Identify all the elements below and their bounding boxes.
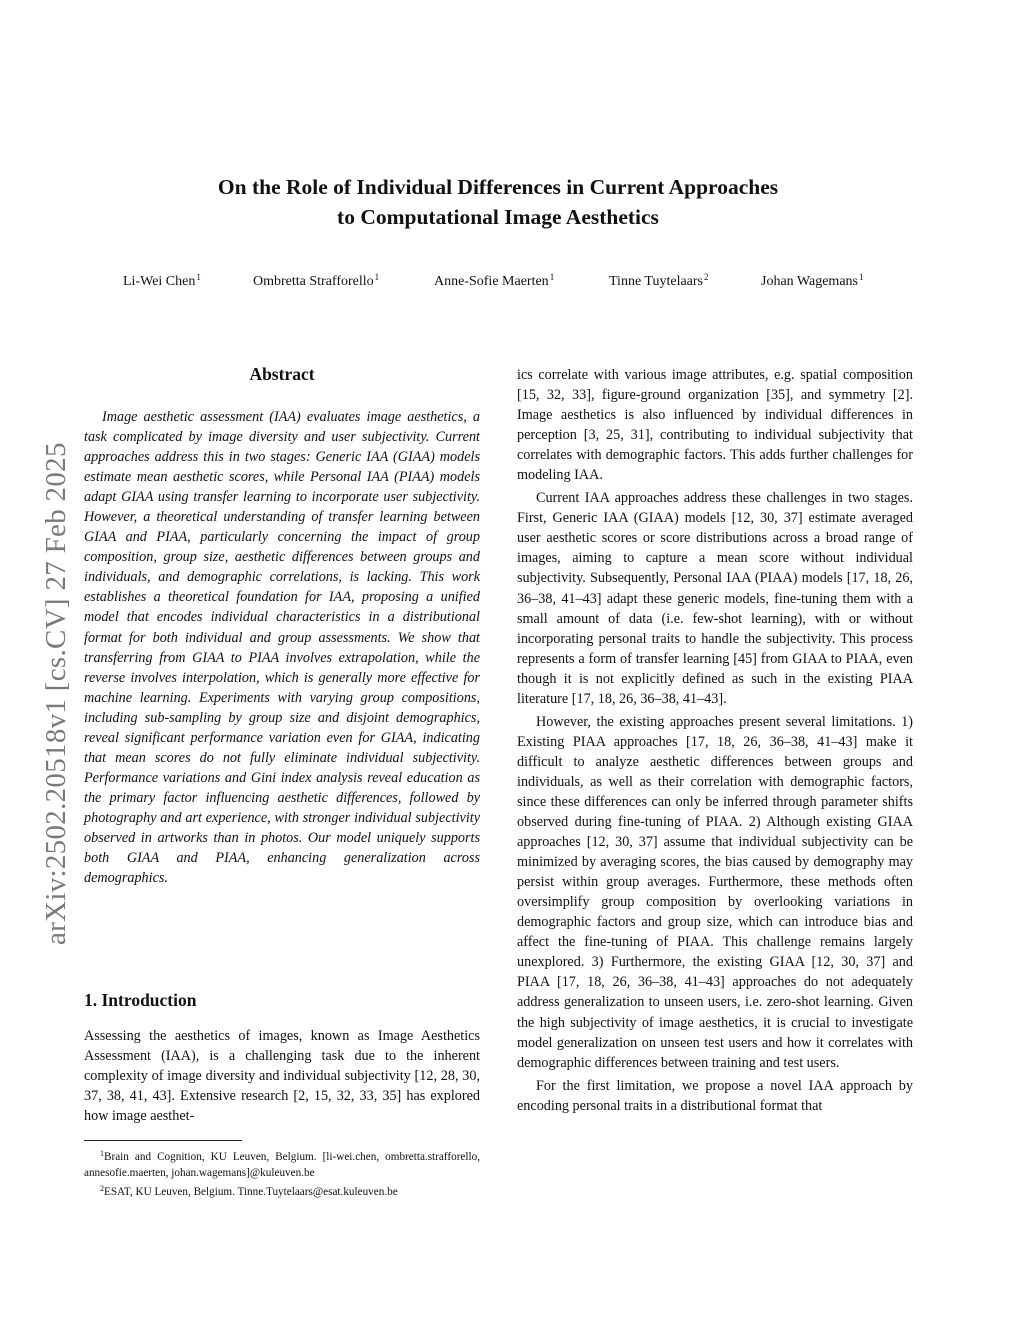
title-line-2: to Computational Image Aesthetics (337, 205, 659, 229)
paragraph-attributes: ics correlate with various image attributes, e.g. spatial composition [15, 32, 33], figure-ground organization [35], and symmetry [2]. Image aesthetics is also influenced by individual differences in perception [3, 25, 31], contributing to individual subjectivity that correlates with demographic factors. This adds further challenges for modeling IAA. (517, 367, 913, 484)
abstract-heading: Abstract (249, 364, 315, 384)
paper-title (120, 172, 876, 232)
footnote-1: $^1$Brain and Cognition, KU Leuven, Belgium. [li-wei.chen, ombretta.strafforello, annesofie.maerten, johan.wagemans]@kuleuven.be (84, 1149, 480, 1179)
footnotes (84, 1146, 480, 1200)
arxiv-identifier: arXiv:2502.20518v1 [cs.CV] 27 Feb 2025 (40, 442, 72, 945)
author-wagemans: Johan Wagemans$^1$ (761, 272, 864, 289)
footnote-rule (84, 1140, 242, 1141)
paragraph-current-approaches: Current IAA approaches address these challenges in two stages. First, Generic IAA (GIAA) models [12, 30, 37] estimate averaged user aesthetic scores or score distributions across a broad range of images, aiming to capture a mean score without individual subjectivity. Subsequently, Personal IAA (PIAA) models [17, 18, 26, 36–38, 41–43] adapt these generic models, fine-tuning them with a small amount of data (i.e. few-shot learning), with or without incorporating personal traits to handle the subjectivity. This process represents a form of transfer learning [45] from GIAA to PIAA, even though it is not explicitly defined as such in the existing PIAA literature [17, 18, 26, 36–38, 41–43]. (517, 490, 913, 707)
introduction-heading: 1. Introduction (84, 990, 197, 1010)
author-maerten: Anne-Sofie Maerten$^1$ (434, 272, 555, 289)
introduction-paragraph: Assessing the aesthetics of images, known as Image Aesthetics Assessment (IAA), is a challenging task due to the inherent complexity of image diversity and individual subjectivity [12, 28, 30, 37, 38, 41, 43]. Extensive research [2, 15, 32, 33, 35] has explored how image aesthet- (84, 1028, 480, 1125)
footnote-2: $^2$ESAT, KU Leuven, Belgium. Tinne.Tuytelaars@esat.kuleuven.be (100, 1184, 398, 1198)
abstract-text: Image aesthetic assessment (IAA) evaluates image aesthetics, a task complicated by image diversity and user subjectivity. Current approaches address this in two stages: Generic IAA (GIAA) models estimate mean aesthetic scores, while Personal IAA (PIAA) models adapt GIAA using transfer learning to incorporate user subjectivity. However, a theoretical understanding of transfer learning between GIAA and PIAA, particularly concerning the impact of group composition, group size, aesthetic differences between groups and individuals, and demographic correlations, is lacking. This work establishes a theoretical foundation for IAA, proposing a unified model that encodes individual characteristics in a distributional format for both individual and group assessments. We show that transferring from GIAA to PIAA involves extrapolation, while the reverse involves interpolation, which is generally more effective for machine learning. Experiments with varying group compositions, including sub-sampling by group size and disjoint demographics, reveal significant performance variation even for GIAA, indicating that mean scores do not fully eliminate individual subjectivity. Performance variations and Gini index analysis reveal education as the primary factor influencing aesthetic differences, followed by photography and art experience, with stronger individual subjectivity observed in artworks than in photos. Our model uniquely supports both GIAA and PIAA, enhancing generalization across demographics. (84, 409, 480, 887)
paragraph-limitations: However, the existing approaches present several limitations. 1) Existing PIAA approaches [17, 18, 26, 36–38, 41–43] make it difficult to analyze aesthetic differences between groups and individuals, as well as their correlation with demographic factors, since these differences can only be inferred through parameter shifts observed during fine-tuning of PIAA. 2) Although existing GIAA approaches [12, 30, 37] assume that individual subjectivity can be minimized by averaging scores, the bias caused by demography may persist within group averages. Furthermore, these methods often oversimplify group composition by overlooking variations in demographic factors and group size, which can introduce bias and affect the fine-tuning of PIAA. This challenge remains largely unexplored. 3) Furthermore, the existing GIAA [12, 30, 37] and PIAA [17, 18, 26, 36–38, 41–43] approaches do not adequately address generalization to unseen users, i.e. zero-shot learning. Given the high subjectivity of image aesthetics, it is crucial to investigate model generalization on unseen test users and how it correlates with demographic differences between training and test users. (517, 713, 913, 1071)
right-column (517, 365, 913, 1119)
title-line-1: On the Role of Individual Differences in Current Approaches (217, 175, 779, 199)
paragraph-first-limitation: For the first limitation, we propose a novel IAA approach by encoding personal traits in a distributional format that (517, 1077, 913, 1114)
author-tuytelaars: Tinne Tuytelaars$^2$ (609, 272, 709, 289)
author-strafforello: Ombretta Strafforello$^1$ (253, 272, 380, 289)
author-chen: Li-Wei Chen$^1$ (123, 272, 201, 289)
